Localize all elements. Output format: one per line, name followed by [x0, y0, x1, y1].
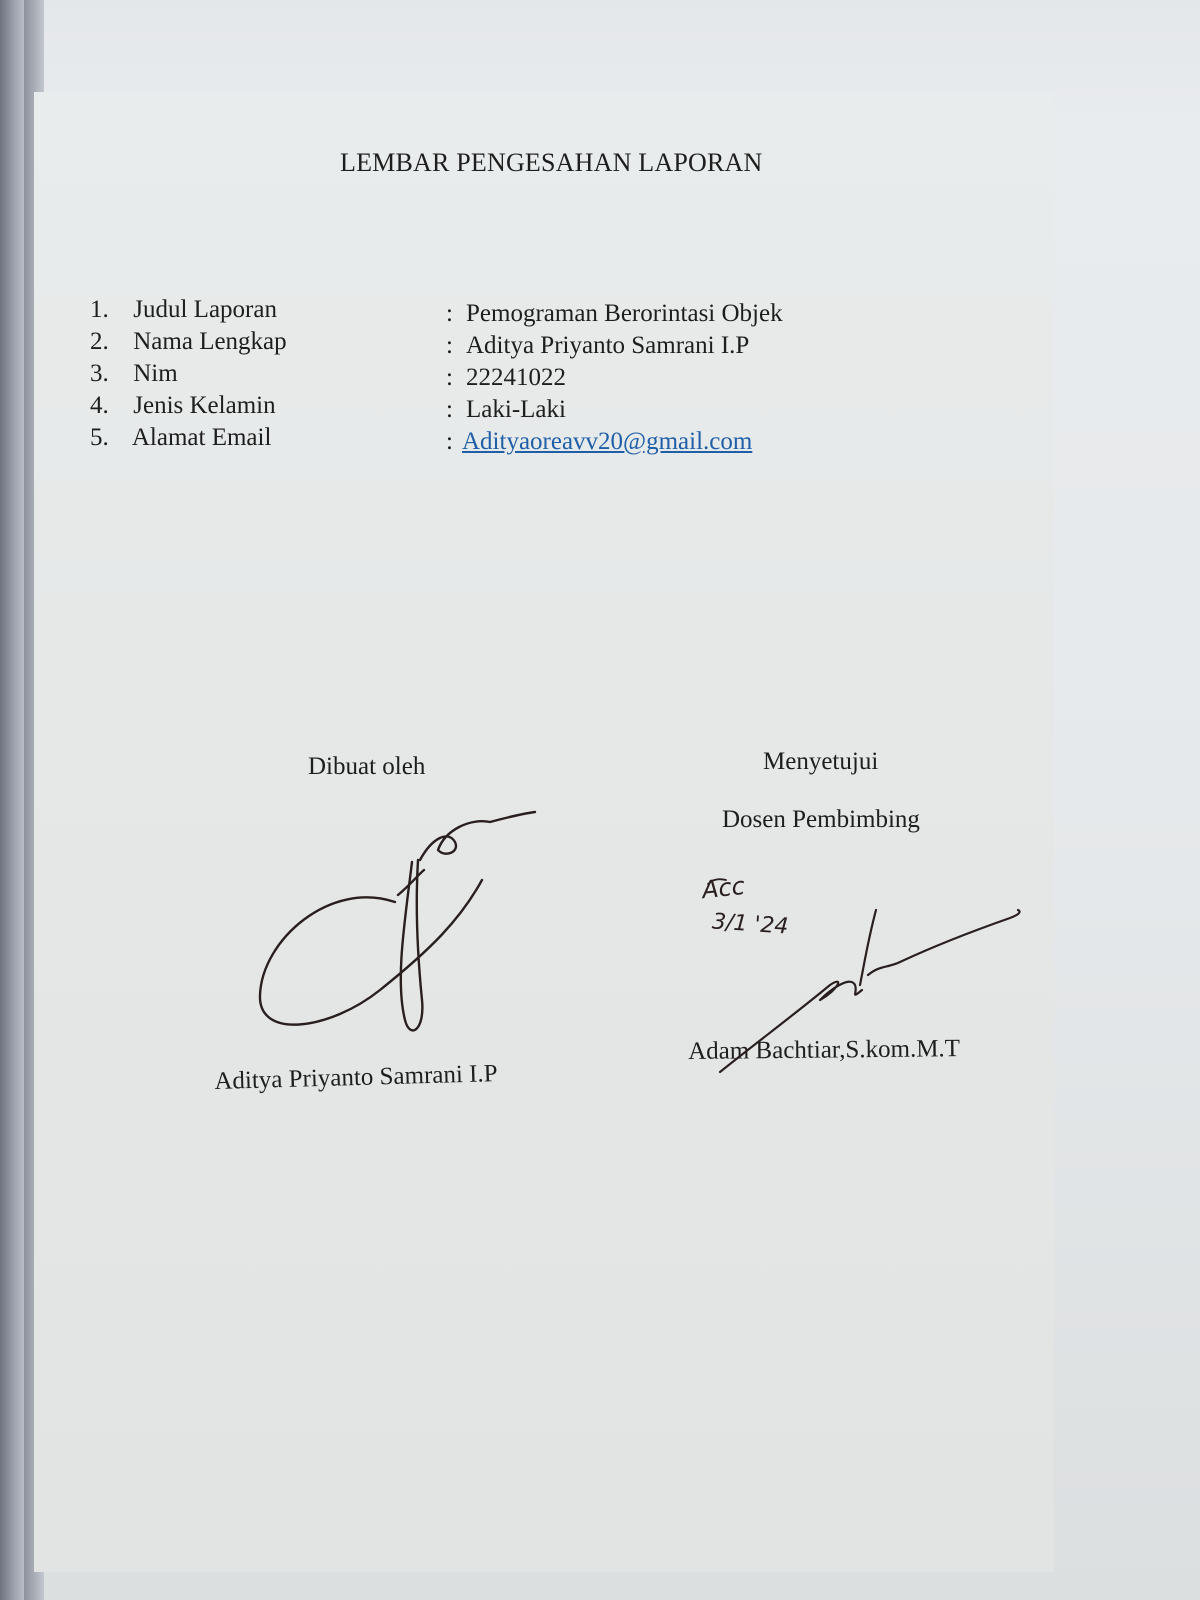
field-value: Aditya Priyanto Samrani I.P — [466, 332, 750, 359]
field-separator: : — [446, 332, 453, 359]
date-annotation-marks — [708, 879, 726, 884]
author-signature-stem — [401, 860, 423, 1030]
author-signature — [260, 812, 535, 1030]
field-value: Laki-Laki — [466, 396, 566, 423]
supervisor-signature-tail — [868, 910, 1020, 975]
page-title: LEMBAR PENGESAHAN LAPORAN — [340, 148, 763, 177]
field-label: Jenis Kelamin — [133, 392, 276, 419]
field-separator: : — [446, 300, 453, 327]
handwritten-date-note: 3/1 '24 — [711, 909, 790, 940]
handwritten-acc-note: Acc — [700, 871, 747, 905]
field-number: 5. — [90, 424, 109, 451]
author-name: Aditya Priyanto Samrani I.P — [214, 1060, 498, 1095]
created-by-heading: Dibuat oleh — [308, 753, 426, 780]
supervisor-name: Adam Bachtiar,S.kom.M.T — [688, 1035, 961, 1065]
field-number: 1. — [90, 296, 109, 323]
field-number: 2. — [90, 328, 109, 355]
supervisor-signature-stroke — [720, 982, 862, 1072]
field-label: Nim — [133, 360, 178, 387]
author-signature-loop — [260, 880, 482, 1025]
field-label: Nama Lengkap — [133, 328, 287, 355]
field-value: 22241022 — [466, 364, 566, 391]
author-signature-top — [420, 812, 535, 860]
field-number: 3. — [90, 360, 109, 387]
field-value: Pemograman Berorintasi Objek — [466, 300, 783, 327]
approved-heading: Menyetujui — [763, 748, 879, 775]
supervisor-signature — [720, 910, 1020, 1072]
field-separator: : — [446, 428, 453, 455]
field-label: Judul Laporan — [133, 296, 277, 323]
email-link[interactable]: Adityaoreavv20@gmail.com — [462, 428, 753, 455]
field-separator: : — [446, 364, 453, 391]
supervisor-heading: Dosen Pembimbing — [722, 806, 920, 833]
field-separator: : — [446, 396, 453, 423]
field-number: 4. — [90, 392, 109, 419]
field-label: Alamat Email — [131, 424, 272, 451]
